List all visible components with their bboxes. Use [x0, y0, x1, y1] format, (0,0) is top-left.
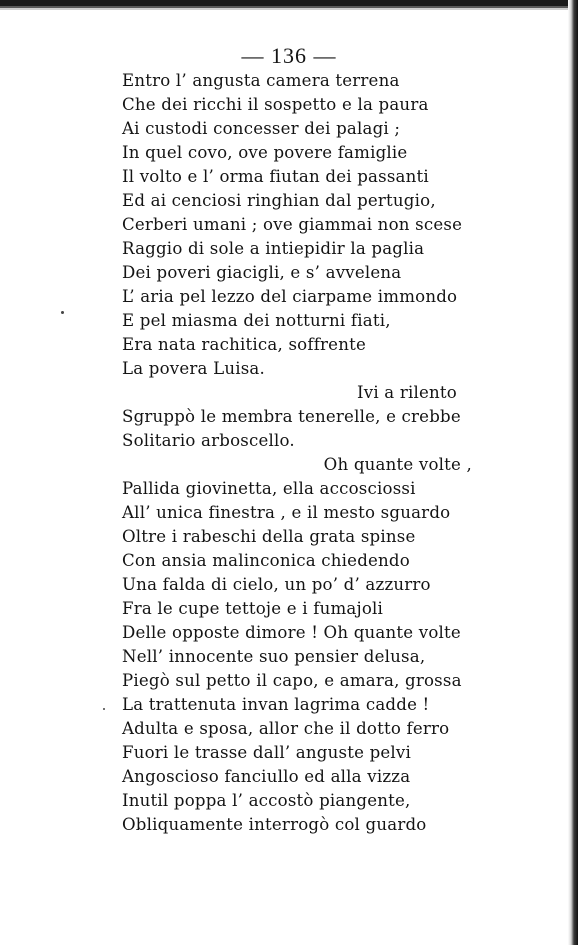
verse-line: L’ aria pel lezzo del ciarpame immondo [122, 287, 458, 306]
verse-line: Una falda di cielo, un po’ d’ azzurro [122, 575, 431, 594]
verse-line: All’ unica finestra , e il mesto sguardo [122, 503, 451, 522]
verse-line: Entro l’ angusta camera terrena [122, 71, 400, 90]
verse-line: Oltre i rabeschi della grata spinse [122, 527, 416, 546]
verse-line: Cerberi umani ; ove giammai non scese [122, 215, 463, 234]
verse-line: Fra le cupe tettoje e i fumajoli [122, 599, 384, 618]
verse-line: In quel covo, ove povere famiglie [122, 143, 408, 162]
verse-line: Dei poveri giacigli, e s’ avvelena [122, 263, 402, 282]
verse-line: La povera Luisa. [122, 359, 265, 378]
verse-line: E pel miasma dei notturni fiati, [122, 311, 391, 330]
verse-line: Sgruppò le membra tenerelle, e crebbe [122, 407, 461, 426]
ink-speck [61, 311, 64, 314]
verse-line: La trattenuta invan lagrima cadde ! [122, 695, 430, 714]
verse-line: Solitario arboscello. [122, 431, 295, 450]
verse-line: Obliquamente interrogò col guardo [122, 815, 427, 834]
verse-line: Piegò sul petto il capo, e amara, grossa [122, 671, 462, 690]
verse-line: Delle opposte dimore ! Oh quante volte [122, 623, 461, 642]
verse-line: Il volto e l’ orma fiutan dei passanti [122, 167, 429, 186]
verse-line: Adulta e sposa, allor che il dotto ferro [122, 719, 450, 738]
verse-line: Che dei ricchi il sospetto e la paura [122, 95, 429, 114]
verse-line: Inutil poppa l’ accostò piangente, [122, 791, 411, 810]
verse-line-indented: Oh quante volte , [323, 455, 472, 474]
verse-line: Raggio di sole a intiepidir la paglia [122, 239, 425, 258]
verse-line: Angoscioso fanciullo ed alla vizza [122, 767, 411, 786]
verse-line: Nell’ innocente suo pensier delusa, [122, 647, 426, 666]
verse-line: Con ansia malinconica chiedendo [122, 551, 410, 570]
verse-line: Era nata rachitica, soffrente [122, 335, 366, 354]
ink-speck [103, 708, 105, 710]
verse-line: Ed ai cenciosi ringhian dal pertugio, [122, 191, 436, 210]
verse-line: Pallida giovinetta, ella accosciossi [122, 479, 416, 498]
verse-line-indented: Ivi a rilento [357, 383, 457, 402]
verse-line: Fuori le trasse dall’ anguste pelvi [122, 743, 412, 762]
page-number: — 136 — [241, 43, 337, 68]
verse-line: Ai custodi concesser dei palagi ; [122, 119, 401, 138]
